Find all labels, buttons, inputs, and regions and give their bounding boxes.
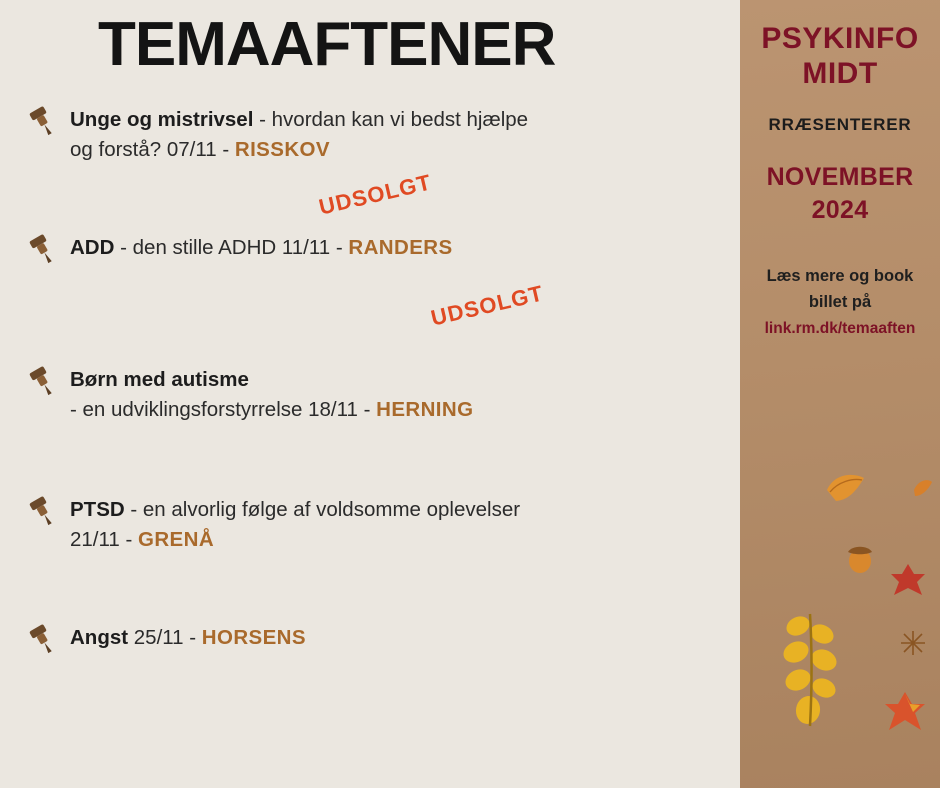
leaf-icon xyxy=(824,470,870,509)
event-text xyxy=(70,495,740,554)
event-title: ADD xyxy=(70,236,115,260)
event-text xyxy=(70,233,740,263)
month-heading xyxy=(740,161,940,226)
acorn-icon xyxy=(844,540,876,579)
presents-label: RRÆSENTERER xyxy=(768,115,912,134)
leaf-icon xyxy=(912,476,934,503)
event-desc: 25/11 - xyxy=(128,626,202,650)
event-text xyxy=(70,105,740,164)
page-title: TEMAAFTENER xyxy=(98,10,556,79)
pushpin-icon xyxy=(26,105,60,139)
event-location: HERNING xyxy=(376,397,474,421)
status-badge-soldout: UDSOLGT xyxy=(428,280,546,331)
leaf-icon xyxy=(900,630,926,661)
brand-line-2: MIDT xyxy=(802,56,878,90)
leaf-icon xyxy=(882,690,928,741)
event-title: Angst xyxy=(70,626,129,650)
event-location: RANDERS xyxy=(348,236,453,260)
booking-line-2: billet på xyxy=(808,292,872,311)
list-item xyxy=(0,623,740,693)
month-name: NOVEMBER xyxy=(766,163,914,191)
leaf-icon xyxy=(888,562,928,607)
pushpin-icon xyxy=(26,623,60,657)
booking-line-1: Læs mere og book xyxy=(766,267,914,285)
event-desc-2: 21/11 - xyxy=(70,527,138,551)
event-text xyxy=(70,623,740,653)
list-item xyxy=(0,495,740,565)
event-title: PTSD xyxy=(70,498,125,522)
event-location: RISSKOV xyxy=(234,137,330,161)
event-location: GRENÅ xyxy=(138,527,215,551)
brand-logo xyxy=(740,22,940,91)
list-item xyxy=(0,365,740,435)
event-desc: - hvordan kan vi bedst hjælpe xyxy=(253,108,529,132)
event-desc: - den stille ADHD 11/11 - xyxy=(114,236,349,260)
status-badge-soldout: UDSOLGT xyxy=(316,169,434,220)
list-item xyxy=(0,233,740,303)
booking-info xyxy=(740,264,940,341)
event-title: Børn med autisme xyxy=(70,368,249,392)
month-year: 2024 xyxy=(811,195,869,224)
pushpin-icon xyxy=(26,365,60,399)
event-desc-2: - en udviklingsforstyrrelse 18/11 - xyxy=(70,397,377,421)
brand-line-1: PSYKINFO xyxy=(761,22,919,55)
event-desc-2: og forstå? 07/11 - xyxy=(70,137,235,161)
booking-link[interactable]: link.rm.dk/temaaften xyxy=(764,320,916,338)
leaf-icon xyxy=(776,608,850,743)
list-item xyxy=(0,105,740,175)
event-text xyxy=(70,365,740,424)
event-desc: - en alvorlig følge af voldsomme oplevelser xyxy=(124,498,521,522)
event-title: Unge og mistrivsel xyxy=(70,108,254,132)
pushpin-icon xyxy=(26,233,60,267)
event-location: HORSENS xyxy=(201,626,306,650)
sidebar xyxy=(740,0,940,788)
pushpin-icon xyxy=(26,495,60,529)
